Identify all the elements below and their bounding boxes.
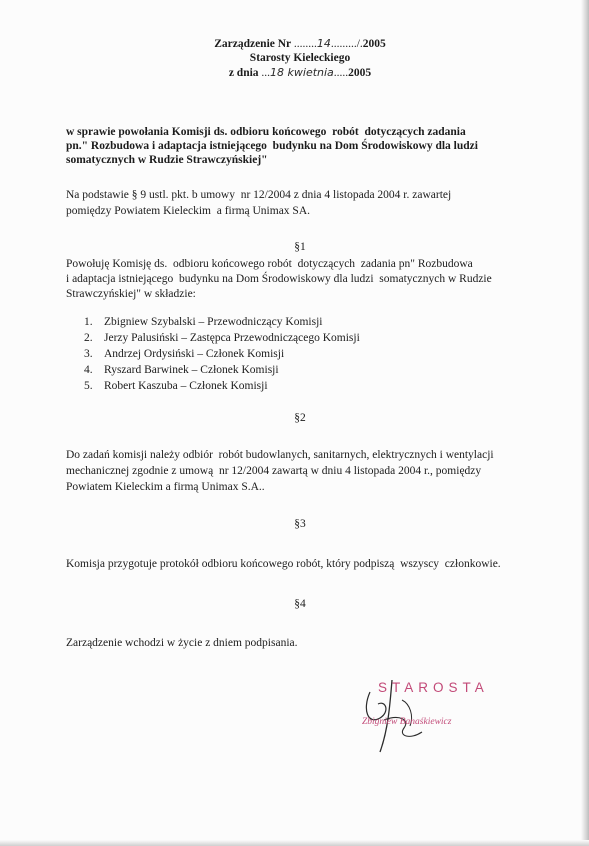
date-handwritten: 18 kwietnia <box>270 66 334 79</box>
list-item-text: Andrzej Ordysiński – Członek Komisji <box>104 348 285 360</box>
subject-line-2: pn." Rozbudowa i adaptacja istniejącego budynku na Dom Środowiskowy dla ludzi <box>66 140 478 152</box>
committee-members-list <box>84 314 360 394</box>
list-item-number: 2. <box>84 332 93 344</box>
subject-line-1: w sprawie powołania Komisji ds. odbioru końcowego robót dotyczących zadania <box>66 126 466 138</box>
list-item <box>84 330 360 346</box>
list-item <box>84 314 360 330</box>
list-item-text: Ryszard Barwinek – Członek Komisji <box>104 364 279 376</box>
list-item <box>84 378 360 394</box>
section-3-line-1: Komisja przygotuje protokół odbioru końcowego robót, który podpiszą wszyscy członkowie. <box>66 558 501 570</box>
list-item-number: 4. <box>84 364 93 376</box>
basis-line-1: Na podstawie § 9 ustl. pkt. b umowy nr 12/2004 z dnia 4 listopada 2004 r. zawartej <box>66 189 452 201</box>
list-item-text: Jerzy Palusiński – Zastępca Przewodniczącego Komisji <box>104 332 360 344</box>
section-1-line-1: Powołuję Komisję ds. odbioru końcowego robót dotyczących zadania pn" Rozbudowa <box>66 258 473 270</box>
stamp-name: Zbigniew Banaśkiewicz <box>362 717 452 727</box>
section-1-line-3: Strawczyńskiej" w składzie: <box>66 288 196 300</box>
ordinance-number-handwritten: 14 <box>316 37 331 50</box>
list-item-number: 1. <box>84 316 93 328</box>
scan-edge-bottom <box>0 840 589 846</box>
list-item-text: Zbigniew Szybalski – Przewodniczący Komisji <box>104 316 323 328</box>
section-1-line-2: i adaptacja istniejącego budynku na Dom Środowiskowy dla ludzi somatycznych w Rudzie <box>66 273 492 285</box>
date-year: 2005 <box>348 67 372 79</box>
list-item-number: 3. <box>84 348 93 360</box>
list-item <box>84 362 360 378</box>
list-item <box>84 346 360 362</box>
ordinance-date-line: z dnia ...18 kwietnia.....2005 <box>228 66 372 79</box>
section-2-line-1: Do zadań komisji należy odbiór robót budowlanych, sanitarnych, elektrycznych i wentylacji <box>66 449 494 461</box>
date-label: z dnia <box>228 67 262 79</box>
section-4-heading: §4 <box>294 598 306 610</box>
subject-line-3: somatycznych w Rudzie Strawczyńskiej" <box>66 154 268 166</box>
section-1-heading: §1 <box>294 241 306 253</box>
ordinance-label: Zarządzenie Nr <box>214 38 294 50</box>
basis-line-2: pomiędzy Powiatem Kieleckim a firmą Unimax SA. <box>66 205 310 217</box>
section-2-line-2: mechanicznej zgodnie z umową nr 12/2004 zawartą w dniu 4 listopada 2004 r., pomiędzy <box>66 465 482 477</box>
ordinance-year: 2005 <box>362 38 386 50</box>
stamp-title: STAROSTA <box>378 680 489 695</box>
section-2-line-3: Powiatem Kieleckim a firmą Unimax S.A.. <box>66 481 265 493</box>
section-3-heading: §3 <box>294 518 306 530</box>
scan-edge-right <box>581 0 589 846</box>
ordinance-number-line: Zarządzenie Nr ........14........./.2005 <box>214 37 386 50</box>
list-item-number: 5. <box>84 380 93 392</box>
issuer-title: Starosty Kieleckiego <box>249 52 351 64</box>
section-2-heading: §2 <box>294 412 306 424</box>
list-item-text: Robert Kaszuba – Członek Komisji <box>104 380 268 392</box>
section-4-line-1: Zarządzenie wchodzi w życie z dniem podpisania. <box>66 637 298 649</box>
